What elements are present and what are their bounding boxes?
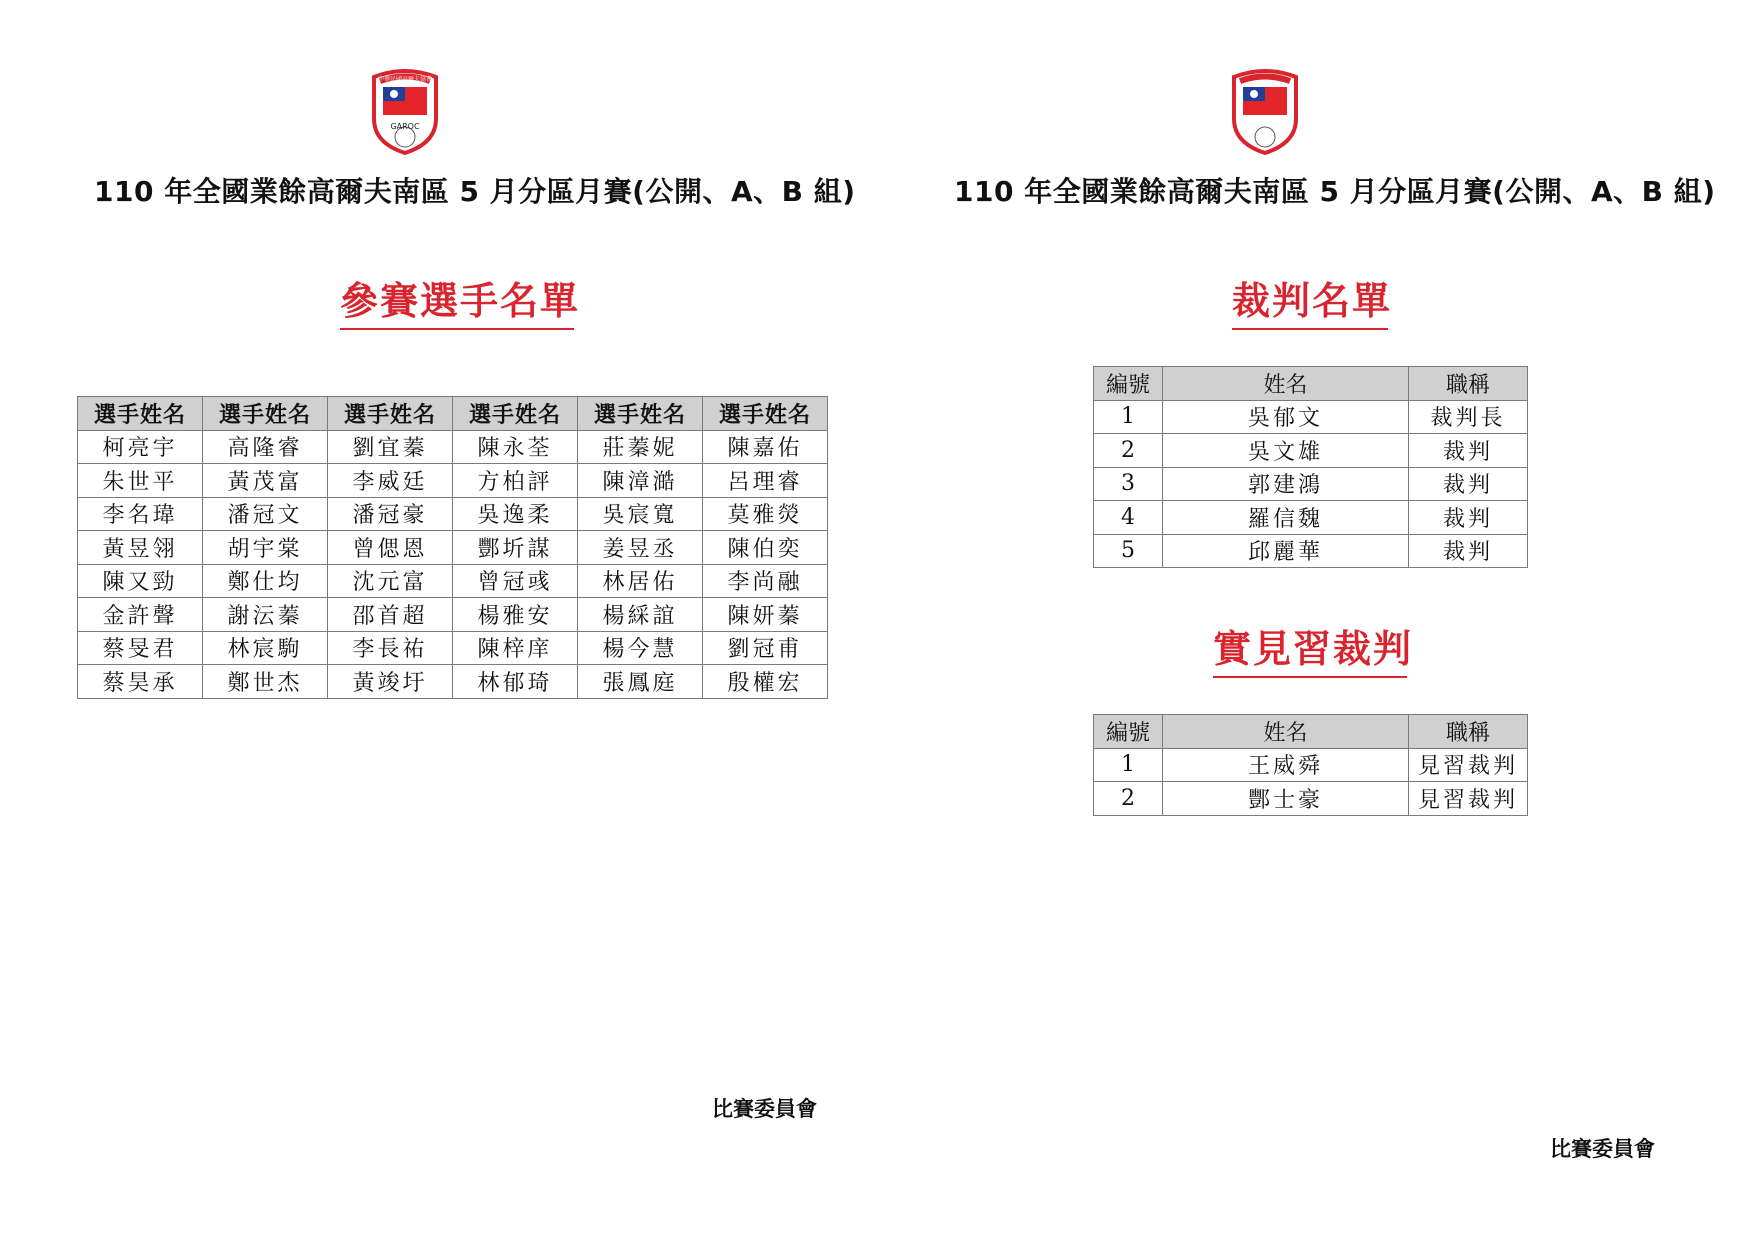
trainee-header-row xyxy=(1094,715,1528,749)
trainee-name: 酆士豪 xyxy=(1163,782,1409,816)
player-col-header: 選手姓名 xyxy=(328,397,453,431)
player-name: 謝沄蓁 xyxy=(203,598,328,632)
player-name: 陳嘉佑 xyxy=(703,430,828,464)
section-title-trainees: 實見習裁判 xyxy=(1213,618,1407,678)
player-name: 李威廷 xyxy=(328,464,453,498)
player-name: 陳梓庠 xyxy=(453,631,578,665)
player-name: 李長祐 xyxy=(328,631,453,665)
logo-arc-text: 中華民國高爾夫協會 xyxy=(377,76,433,83)
table-row xyxy=(78,464,828,498)
section-title-players: 參賽選手名單 xyxy=(340,270,574,330)
event-title-left: 110 年全國業餘高爾夫南區 5 月分區月賽(公開、A、B 組) xyxy=(94,175,856,208)
table-row xyxy=(78,598,828,632)
referee-title: 裁判長 xyxy=(1409,400,1528,434)
player-name: 蔡旻君 xyxy=(78,631,203,665)
player-name: 殷權宏 xyxy=(703,665,828,699)
player-name: 黃茂富 xyxy=(203,464,328,498)
table-row xyxy=(78,564,828,598)
player-name: 陳妍蓁 xyxy=(703,598,828,632)
garoc-logo-right xyxy=(1228,67,1302,155)
table-row xyxy=(1094,534,1528,568)
player-name: 莊蓁妮 xyxy=(578,430,703,464)
referee-name: 邱麗華 xyxy=(1163,534,1409,568)
logo-initials: GAROC xyxy=(390,122,420,131)
player-name: 陳永荃 xyxy=(453,430,578,464)
referee-name: 吳郁文 xyxy=(1163,400,1409,434)
table-row xyxy=(78,497,828,531)
referee-name: 吳文雄 xyxy=(1163,434,1409,468)
garoc-logo-left xyxy=(368,67,442,155)
table-row xyxy=(1094,782,1528,816)
table-row xyxy=(1094,467,1528,501)
trainee-table xyxy=(1093,714,1528,816)
player-name: 潘冠文 xyxy=(203,497,328,531)
player-name: 劉冠甫 xyxy=(703,631,828,665)
players-table xyxy=(77,396,828,699)
table-row xyxy=(1094,400,1528,434)
referee-header-row xyxy=(1094,367,1528,401)
player-name: 陳伯奕 xyxy=(703,531,828,565)
player-name: 楊今慧 xyxy=(578,631,703,665)
player-name: 鄭世杰 xyxy=(203,665,328,699)
player-name: 莫雅熒 xyxy=(703,497,828,531)
player-name: 劉宜蓁 xyxy=(328,430,453,464)
player-name: 張鳳庭 xyxy=(578,665,703,699)
table-row xyxy=(1094,434,1528,468)
table-row xyxy=(78,531,828,565)
players-header-row xyxy=(78,397,828,431)
player-name: 楊雅安 xyxy=(453,598,578,632)
player-name: 吳逸柔 xyxy=(453,497,578,531)
player-name: 黃昱翎 xyxy=(78,531,203,565)
referee-name: 羅信魏 xyxy=(1163,501,1409,535)
section-title-referees: 裁判名單 xyxy=(1232,270,1388,330)
player-name: 曾偲恩 xyxy=(328,531,453,565)
player-name: 吳宸寬 xyxy=(578,497,703,531)
player-name: 蔡昊承 xyxy=(78,665,203,699)
player-name: 邵首超 xyxy=(328,598,453,632)
player-col-header: 選手姓名 xyxy=(78,397,203,431)
player-name: 潘冠豪 xyxy=(328,497,453,531)
trainee-title: 見習裁判 xyxy=(1409,748,1528,782)
player-name: 林郁琦 xyxy=(453,665,578,699)
referee-table xyxy=(1093,366,1528,568)
player-name: 李名瑋 xyxy=(78,497,203,531)
player-name: 林宸駒 xyxy=(203,631,328,665)
table-row xyxy=(78,631,828,665)
col-header-number: 編號 xyxy=(1094,715,1163,749)
player-name: 林居佑 xyxy=(578,564,703,598)
player-name: 朱世平 xyxy=(78,464,203,498)
col-header-name: 姓名 xyxy=(1163,715,1409,749)
player-col-header: 選手姓名 xyxy=(578,397,703,431)
player-name: 沈元富 xyxy=(328,564,453,598)
player-name: 柯亮宇 xyxy=(78,430,203,464)
player-name: 曾冠彧 xyxy=(453,564,578,598)
referee-number: 1 xyxy=(1094,400,1163,434)
table-row xyxy=(78,665,828,699)
trainee-number: 1 xyxy=(1094,748,1163,782)
player-name: 酆圻謀 xyxy=(453,531,578,565)
player-name: 楊綵誼 xyxy=(578,598,703,632)
committee-signature-right: 比賽委員會 xyxy=(1550,1137,1655,1161)
referee-title: 裁判 xyxy=(1409,501,1528,535)
table-row xyxy=(1094,748,1528,782)
trainee-title: 見習裁判 xyxy=(1409,782,1528,816)
referee-name: 郭建鴻 xyxy=(1163,467,1409,501)
player-name: 陳又勁 xyxy=(78,564,203,598)
committee-signature-left: 比賽委員會 xyxy=(712,1097,817,1121)
player-col-header: 選手姓名 xyxy=(203,397,328,431)
referee-title: 裁判 xyxy=(1409,534,1528,568)
player-name: 鄭仕均 xyxy=(203,564,328,598)
player-name: 黃竣圩 xyxy=(328,665,453,699)
player-name: 姜昱丞 xyxy=(578,531,703,565)
referee-title: 裁判 xyxy=(1409,434,1528,468)
player-col-header: 選手姓名 xyxy=(453,397,578,431)
player-col-header: 選手姓名 xyxy=(703,397,828,431)
player-name: 金許聲 xyxy=(78,598,203,632)
event-title-right: 110 年全國業餘高爾夫南區 5 月分區月賽(公開、A、B 組) xyxy=(954,175,1716,208)
player-name: 陳漳澔 xyxy=(578,464,703,498)
player-name: 胡宇棠 xyxy=(203,531,328,565)
referee-title: 裁判 xyxy=(1409,467,1528,501)
referee-number: 4 xyxy=(1094,501,1163,535)
player-name: 高隆睿 xyxy=(203,430,328,464)
col-header-number: 編號 xyxy=(1094,367,1163,401)
referee-number: 3 xyxy=(1094,467,1163,501)
trainee-name: 王威舜 xyxy=(1163,748,1409,782)
referee-number: 2 xyxy=(1094,434,1163,468)
table-row xyxy=(1094,501,1528,535)
player-name: 呂理睿 xyxy=(703,464,828,498)
player-name: 李尚融 xyxy=(703,564,828,598)
trainee-number: 2 xyxy=(1094,782,1163,816)
player-name: 方柏評 xyxy=(453,464,578,498)
table-row xyxy=(78,430,828,464)
col-header-title: 職稱 xyxy=(1409,367,1528,401)
referee-number: 5 xyxy=(1094,534,1163,568)
col-header-title: 職稱 xyxy=(1409,715,1528,749)
col-header-name: 姓名 xyxy=(1163,367,1409,401)
